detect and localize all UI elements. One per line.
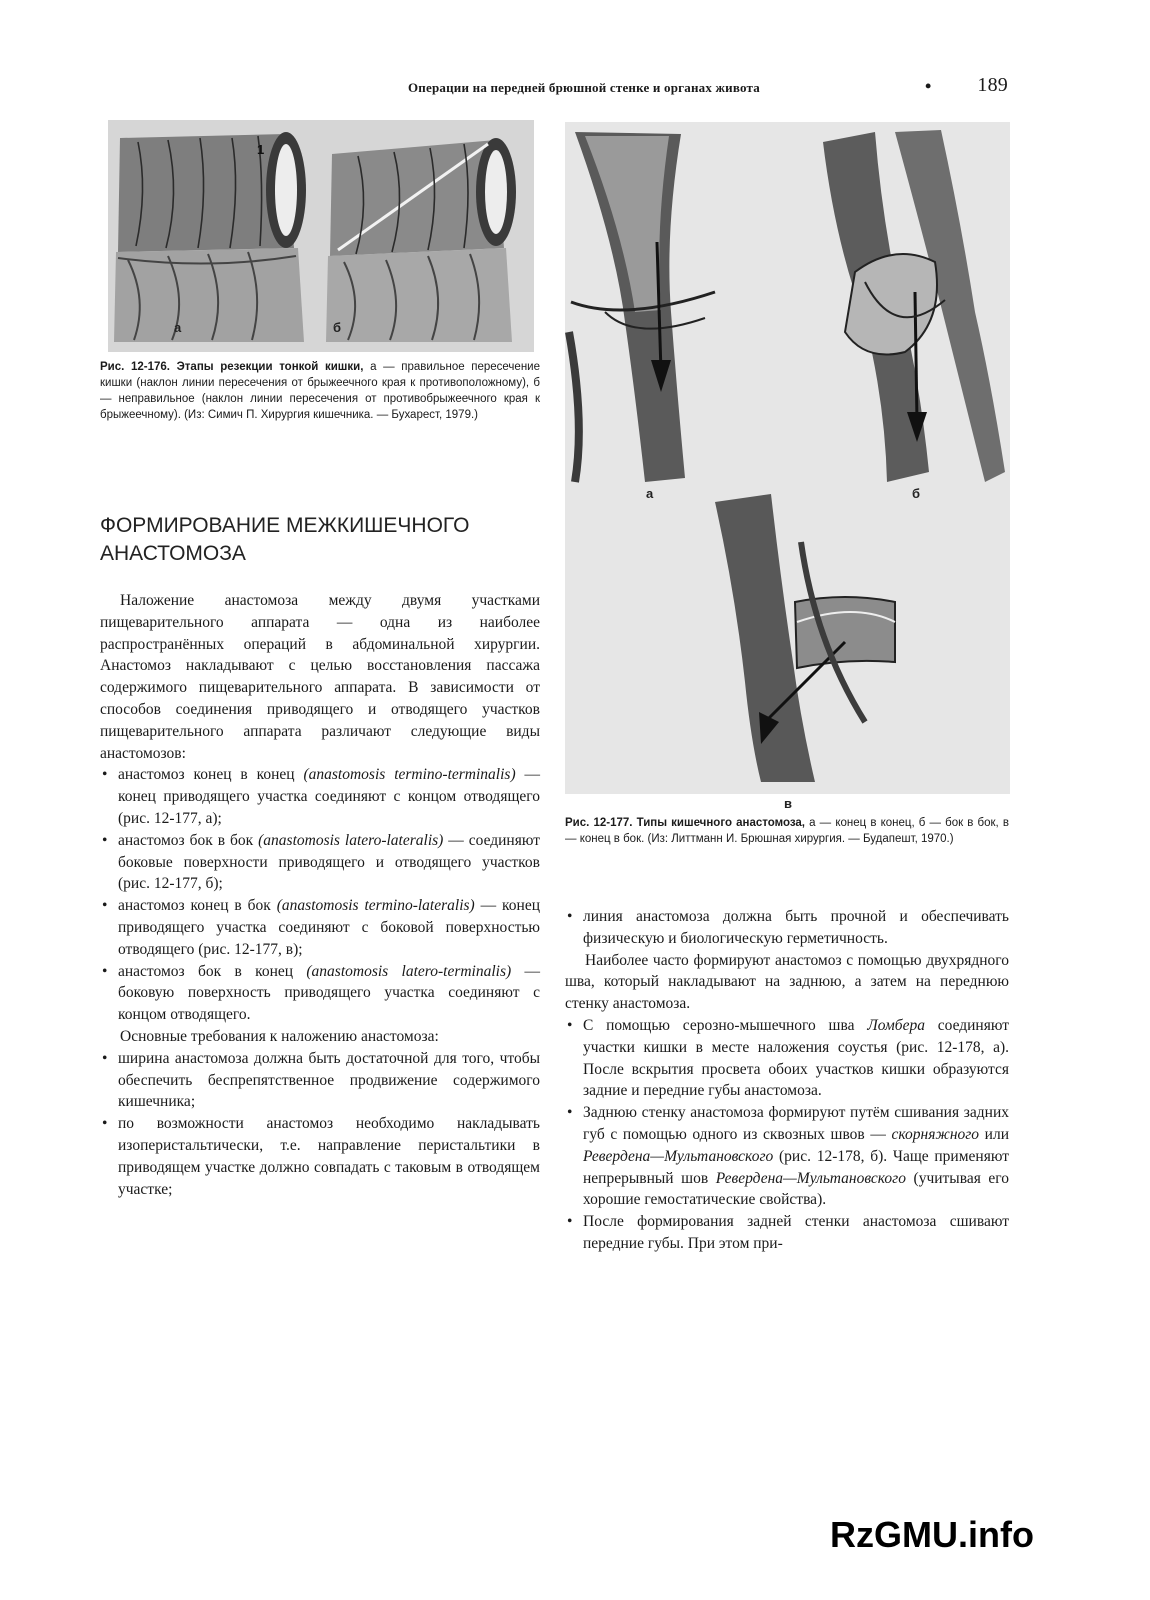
figure-176-text: а — правильное пересечение кишки (наклон линии пересечения от брыжеечного края к противоположному), б — неправильное (наклон линии пересечения от противобрыжеечного края к брыжеечному). (Из: Симич П. Хирургия кишечника. — Бухарест, 1979.)	[100, 361, 540, 421]
list-item-text: соединяют участки кишки в месте наложения соустья (рис. 12-178, а). После вскрытия просвета обоих участков кишки образуются задние и передние губы анастомоза.	[583, 1016, 1010, 1100]
list-item	[100, 961, 540, 1026]
figure-177-illustration	[565, 122, 1010, 794]
requirements-intro: Основные требования к наложению анастомоза:	[120, 1027, 439, 1045]
intro-paragraph: Наложение анастомоза между двумя участками пищеварительного аппарата — одна из наиболее распространённых операций в абдоминальной хирургии. Анастомоз накладывают с целью восстановления пассажа содержимого пищеварительного аппарата. В зависимости от способов соединения приводящего и отводящего участков пищеварительного аппарата различают следующие виды анастомозов:	[100, 592, 540, 762]
figure-176-caption	[100, 359, 540, 423]
list-item	[100, 895, 540, 960]
figure-177-caption	[565, 815, 1009, 847]
list-item: • После формирования задней стенки анастомоза сшивают передние губы. При этом при-	[565, 1211, 1009, 1255]
running-header	[408, 74, 1008, 98]
list-item-text: Заднюю стенку анастомоза формируют путём сшивания задних губ с помощью одного из сквозных швов —	[583, 1104, 1009, 1143]
page-number: 189	[977, 74, 1008, 96]
left-column	[100, 590, 540, 1200]
list-item	[100, 764, 540, 829]
figure-177-title: Типы кишечного анастомоза,	[636, 817, 806, 829]
figure-177-text: а — конец в конец, б — бок в бок, в — конец в бок. (Из: Литтманн И. Брюшная хирургия. — Будапешт, 1970.)	[565, 817, 1009, 845]
list-item: • по возможности анастомоз необходимо накладывать изоперистальтически, т.е. направление перистальтики в приводящем участке должно совпадать с таковым в отводящем участке;	[100, 1113, 540, 1200]
intestine-resection-drawing	[108, 120, 534, 352]
list-item-text: (рис. 12-178, б). Чаще применяют непрерывный шов	[583, 1147, 1009, 1187]
figure-176-illustration	[108, 120, 534, 352]
figure-176-number: Рис. 12-176.	[100, 361, 170, 373]
list-item	[565, 1102, 1009, 1211]
section-title: ФОРМИРОВАНИЕ МЕЖКИШЕЧНОГО АНАСТОМОЗА	[100, 514, 470, 565]
figure-177-label-v: в	[784, 796, 792, 811]
list-item-text: С помощью серозно-мышечного шва	[583, 1016, 868, 1034]
list-item	[100, 830, 540, 895]
figure-177-label-b: б	[912, 486, 921, 501]
list-item-text: или	[979, 1125, 1009, 1143]
list-item-text: анастомоз бок в конец	[118, 962, 307, 980]
anastomosis-types-drawing	[565, 122, 1010, 794]
requirements-list-continued	[565, 906, 1009, 950]
right-column	[565, 906, 1009, 1255]
latin-term: (anastomosis termino-lateralis)	[276, 897, 475, 915]
eponym: Ревердена—Мультановского	[715, 1169, 906, 1187]
list-item: • линия анастомоза должна быть прочной и обеспечивать физическую и биологическую герметичность.	[565, 906, 1009, 950]
list-item-text: — конец приводящего участка соединяют с концом отводящего (рис. 12-177, а);	[118, 766, 541, 827]
list-item: • ширина анастомоза должна быть достаточной для того, чтобы обеспечить беспрепятственное продвижение содержимого кишечника;	[100, 1048, 540, 1113]
list-item	[565, 1015, 1009, 1102]
technique-list	[565, 1015, 1009, 1255]
latin-term: (anastomosis termino-terminalis)	[303, 766, 516, 784]
header-bullet: •	[925, 76, 932, 96]
list-item-text: (учитывая его хорошие гемостатические свойства).	[583, 1169, 1009, 1209]
list-item-text: анастомоз бок в бок	[118, 831, 259, 849]
list-item-text: — боковую поверхность приводящего участка соединяют с концом отводящего.	[118, 962, 540, 1024]
eponym: скорняжного	[891, 1125, 980, 1143]
eponym: Ревердена—Мультановского	[583, 1147, 774, 1165]
figure-176-label-1: 1	[257, 142, 265, 157]
list-item-text: — конец приводящего участка соединяют с боковой поверхностью отводящего (рис. 12-177, в);	[118, 897, 540, 958]
requirements-list	[100, 1048, 540, 1201]
watermark: RzGMU.info	[830, 1514, 1034, 1555]
eponym: Ломбера	[867, 1016, 925, 1034]
latin-term: (anastomosis latero-lateralis)	[258, 831, 444, 849]
list-item-text: анастомоз конец в бок	[118, 897, 277, 915]
figure-177-label-a: а	[646, 486, 654, 501]
list-item-text: анастомоз конец в конец	[118, 766, 304, 784]
figure-176-label-b: б	[333, 320, 342, 335]
running-title: Операции на передней брюшной стенке и органах живота	[408, 80, 760, 95]
latin-term: (anastomosis latero-terminalis)	[306, 962, 512, 980]
anastomosis-types-list	[100, 764, 540, 1026]
suture-paragraph: Наиболее часто формируют анастомоз с помощью двухрядного шва, который накладывают на заднюю, а затем на переднюю стенку анастомоза.	[565, 951, 1009, 1013]
list-item-text: — соединяют боковые поверхности приводящего и отводящего участков (рис. 12-177, б);	[118, 831, 541, 893]
figure-177-number: Рис. 12-177.	[565, 817, 633, 829]
figure-176-label-a: а	[174, 320, 182, 335]
figure-176-title: Этапы резекции тонкой кишки,	[176, 361, 364, 373]
